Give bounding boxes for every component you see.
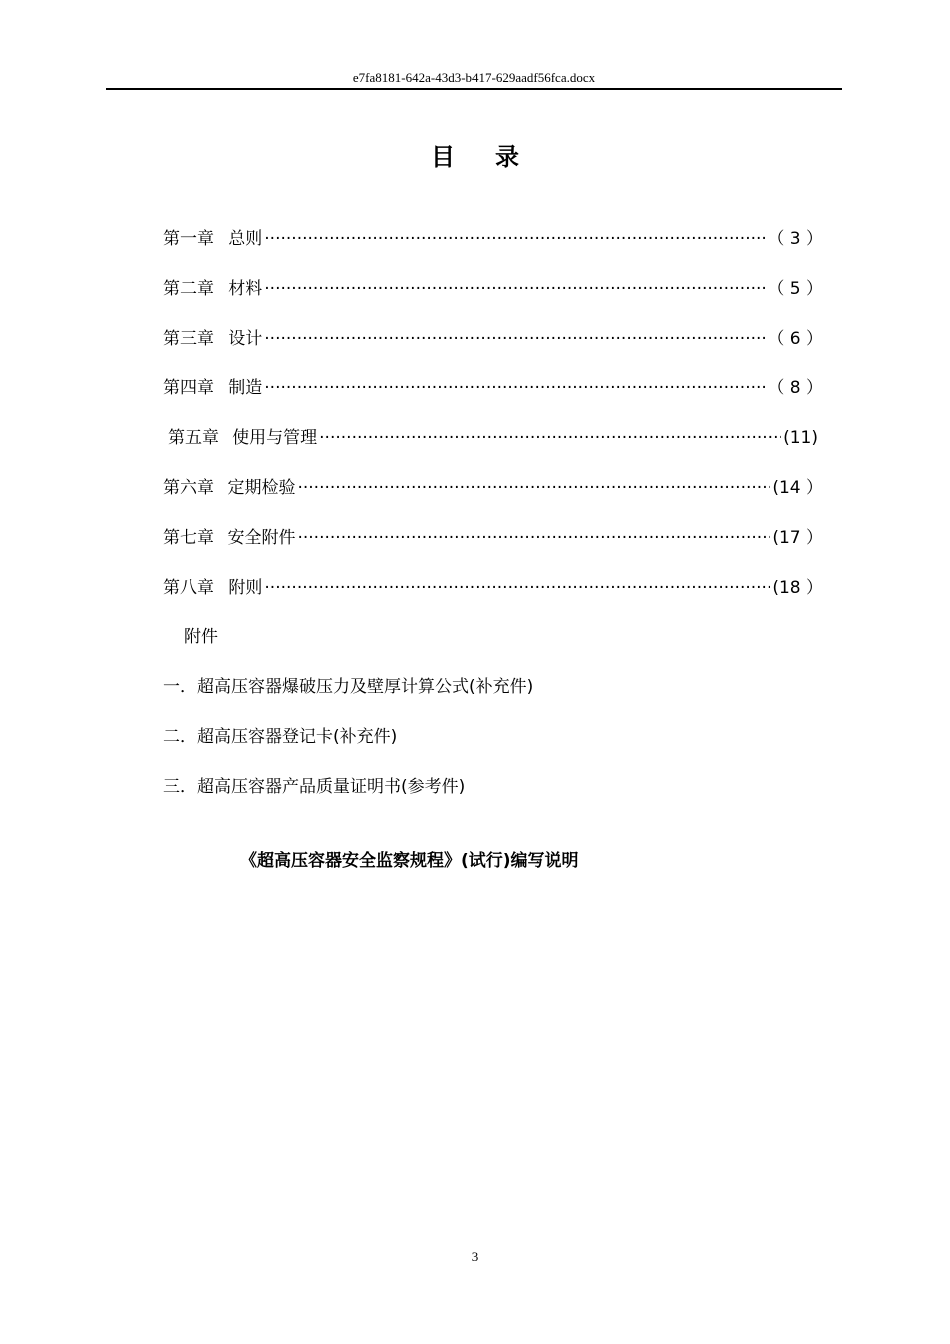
- toc-chapter: 第八章: [163, 578, 214, 598]
- toc-entry-1[interactable]: [163, 226, 823, 252]
- toc-leader: [264, 375, 765, 401]
- toc-page-number: （ 5 ）: [767, 279, 823, 299]
- toc-title-char-1: 目: [431, 143, 455, 171]
- toc-title: [0, 140, 950, 174]
- toc-page-number: (11): [783, 428, 818, 448]
- toc-chapter-name: 设计: [228, 329, 263, 349]
- explanation-heading: 《超高压容器安全监察规程》(试行)编写说明: [240, 851, 579, 871]
- toc-chapter-name: 安全附件: [227, 528, 296, 548]
- toc-leader: [297, 525, 770, 551]
- toc-chapter: 第四章: [163, 378, 214, 398]
- document-header-filename: e7fa8181-642a-43d3-b417-629aadf56fca.docx: [352, 70, 596, 85]
- toc-chapter: 第一章: [163, 229, 214, 249]
- toc-chapter-name: 附则: [228, 578, 263, 598]
- toc-leader: [264, 326, 765, 352]
- toc-page-number: (17 ）: [772, 528, 823, 548]
- toc-chapter: 第五章: [168, 428, 219, 448]
- toc-chapter-name: 使用与管理: [232, 428, 318, 448]
- toc-chapter: 第三章: [163, 329, 214, 349]
- toc-entry-5[interactable]: [168, 425, 818, 451]
- appendix-item-1[interactable]: 一．超高压容器爆破压力及壁厚计算公式(补充件): [163, 677, 534, 697]
- toc-leader: [264, 226, 765, 252]
- toc-leader: [319, 425, 781, 451]
- toc-entry-6[interactable]: [163, 475, 823, 501]
- toc-entry-7[interactable]: [163, 525, 823, 551]
- toc-chapter: 第七章: [163, 528, 214, 548]
- appendix-item-3[interactable]: 三．超高压容器产品质量证明书(参考件): [163, 777, 466, 797]
- toc-leader: [297, 475, 770, 501]
- appendix-item-2[interactable]: 二．超高压容器登记卡(补充件): [163, 727, 398, 747]
- page-number: 3: [471, 1249, 479, 1264]
- toc-chapter-name: 材料: [228, 279, 263, 299]
- toc-chapter-name: 定期检验: [227, 478, 296, 498]
- toc-leader: [264, 575, 770, 601]
- toc-page-number: （ 3 ）: [767, 229, 823, 249]
- toc-title-char-2: 录: [495, 143, 519, 171]
- toc-chapter-name: 总则: [228, 229, 263, 249]
- toc-entry-3[interactable]: [163, 326, 823, 352]
- toc-entry-2[interactable]: [163, 276, 823, 302]
- appendix-heading: 附件: [184, 627, 218, 647]
- toc-chapter-name: 制造: [228, 378, 263, 398]
- toc-page-number: （ 8 ）: [767, 378, 823, 398]
- toc-entry-8[interactable]: [163, 575, 823, 601]
- header-rule: [106, 88, 842, 90]
- toc-page-number: (14 ）: [772, 478, 823, 498]
- toc-page-number: (18 ）: [772, 578, 823, 598]
- toc-leader: [264, 276, 765, 302]
- toc-chapter: 第二章: [163, 279, 214, 299]
- toc-entry-4[interactable]: [163, 375, 823, 401]
- toc-page-number: （ 6 ）: [767, 329, 823, 349]
- toc-chapter: 第六章: [163, 478, 214, 498]
